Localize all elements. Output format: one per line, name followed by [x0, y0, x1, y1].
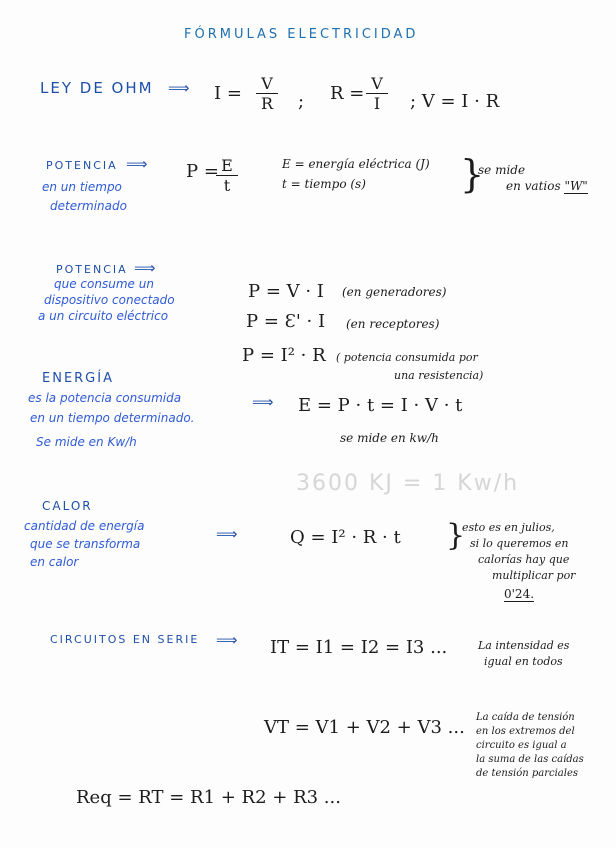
- energia-label: ENERGÍA: [42, 371, 114, 386]
- ohm-arrow: ⟹: [168, 79, 190, 97]
- energia-desc-line1: es la potencia consumida: [28, 391, 182, 405]
- energia-unit-note: se mide en kw/h: [340, 431, 439, 445]
- serie-note-tension-4: la suma de las caídas: [476, 754, 584, 765]
- potencia-fraction-num: E: [216, 156, 238, 176]
- serie-formula-tension: VT = V1 + V2 + V3 ...: [264, 717, 465, 738]
- potencia-def-energia: E = energía eléctrica (J): [282, 157, 430, 171]
- ohm-formula-i-lhs: I =: [214, 83, 242, 104]
- serie-formula-resistencia: Req = RT = R1 + R2 + R3 ...: [76, 787, 341, 808]
- serie-note-intensidad-1: La intensidad es: [478, 639, 570, 652]
- ohm-label: LEY DE OHM: [40, 79, 154, 97]
- potencia2-desc-line2: dispositivo conectado: [44, 293, 175, 307]
- calor-arrow: ⟹: [216, 525, 238, 543]
- potencia2-label: POTENCIA: [56, 263, 128, 276]
- energia-watermark: 3600 KJ = 1 Kw/h: [296, 471, 520, 496]
- potencia2-note-resistencia-2: una resistencia): [394, 369, 484, 382]
- serie-formula-intensidad: IT = I1 = I2 = I3 ...: [270, 637, 448, 658]
- potencia-note-vatios: [506, 180, 588, 193]
- serie-note-tension-1: La caída de tensión: [476, 712, 575, 723]
- calor-note-line3: calorías hay que: [478, 553, 570, 566]
- calor-note-line1: esto es en julios,: [462, 521, 555, 534]
- serie-note-tension-3: circuito es igual a: [476, 740, 567, 751]
- ohm-fraction-r-num: V: [366, 74, 388, 94]
- calor-brace: }: [446, 518, 466, 553]
- ohm-fraction-i-num: V: [256, 74, 278, 94]
- energia-desc-line3: Se mide en Kw/h: [36, 435, 137, 449]
- potencia-fraction-den: t: [223, 176, 231, 195]
- serie-note-intensidad-2: igual en todos: [484, 655, 563, 668]
- calor-formula: Q = I² · R · t: [290, 527, 401, 548]
- potencia2-note-generadores: (en generadores): [342, 285, 447, 299]
- serie-arrow: ⟹: [216, 631, 238, 649]
- ohm-fraction-r-den: I: [373, 94, 381, 113]
- potencia-desc-line2: determinado: [50, 199, 127, 213]
- potencia-note-vatios-text: en vatios: [506, 179, 561, 193]
- calor-note-line2: si lo queremos en: [470, 537, 569, 550]
- potencia-note-unit: "W": [564, 179, 588, 193]
- calor-note-line4: multiplicar por: [492, 569, 576, 582]
- page-title: FÓRMULAS ELECTRICIDAD: [184, 27, 419, 42]
- serie-label: CIRCUITOS EN SERIE: [50, 633, 200, 646]
- ohm-formula-v: ; V = I · R: [410, 91, 500, 112]
- potencia2-formula-receptores: P = Ɛ' · I: [246, 311, 326, 332]
- energia-desc-line2: en un tiempo determinado.: [30, 411, 195, 425]
- serie-note-tension-5: de tensión parciales: [476, 768, 578, 779]
- potencia2-desc-line1: que consume un: [54, 277, 154, 291]
- ohm-fraction-i: [256, 74, 278, 113]
- ohm-fraction-r: [366, 74, 388, 113]
- potencia2-arrow: ⟹: [134, 259, 156, 277]
- energia-arrow: ⟹: [252, 393, 274, 411]
- potencia-label: POTENCIA: [46, 159, 118, 172]
- energia-formula: E = P · t = I · V · t: [298, 395, 463, 416]
- potencia2-desc-line3: a un circuito eléctrico: [38, 309, 169, 323]
- calor-desc-line1: cantidad de energía: [24, 519, 145, 533]
- potencia-desc-line1: en un tiempo: [42, 180, 122, 194]
- ohm-separator-1: ;: [298, 91, 305, 112]
- potencia2-note-resistencia-1: ( potencia consumida por: [336, 351, 478, 364]
- potencia-formula-lhs: P =: [186, 161, 219, 182]
- serie-note-tension-2: en los extremos del: [476, 726, 575, 737]
- calor-desc-line3: en calor: [30, 555, 79, 569]
- potencia-note-se-mide: se mide: [478, 163, 526, 177]
- ohm-formula-r-lhs: R =: [330, 83, 365, 104]
- potencia2-formula-resistencia: P = I² · R: [242, 345, 326, 366]
- calor-factor: 0'24.: [504, 587, 535, 601]
- potencia-fraction: [216, 156, 238, 195]
- potencia2-formula-generadores: P = V · I: [248, 281, 324, 302]
- calor-label: CALOR: [42, 499, 93, 513]
- potencia-brace: }: [460, 152, 485, 196]
- potencia-def-tiempo: t = tiempo (s): [282, 177, 366, 191]
- potencia2-note-receptores: (en receptores): [346, 317, 440, 331]
- potencia-arrow: ⟹: [126, 155, 148, 173]
- ohm-fraction-i-den: R: [260, 94, 274, 113]
- calor-desc-line2: que se transforma: [30, 537, 141, 551]
